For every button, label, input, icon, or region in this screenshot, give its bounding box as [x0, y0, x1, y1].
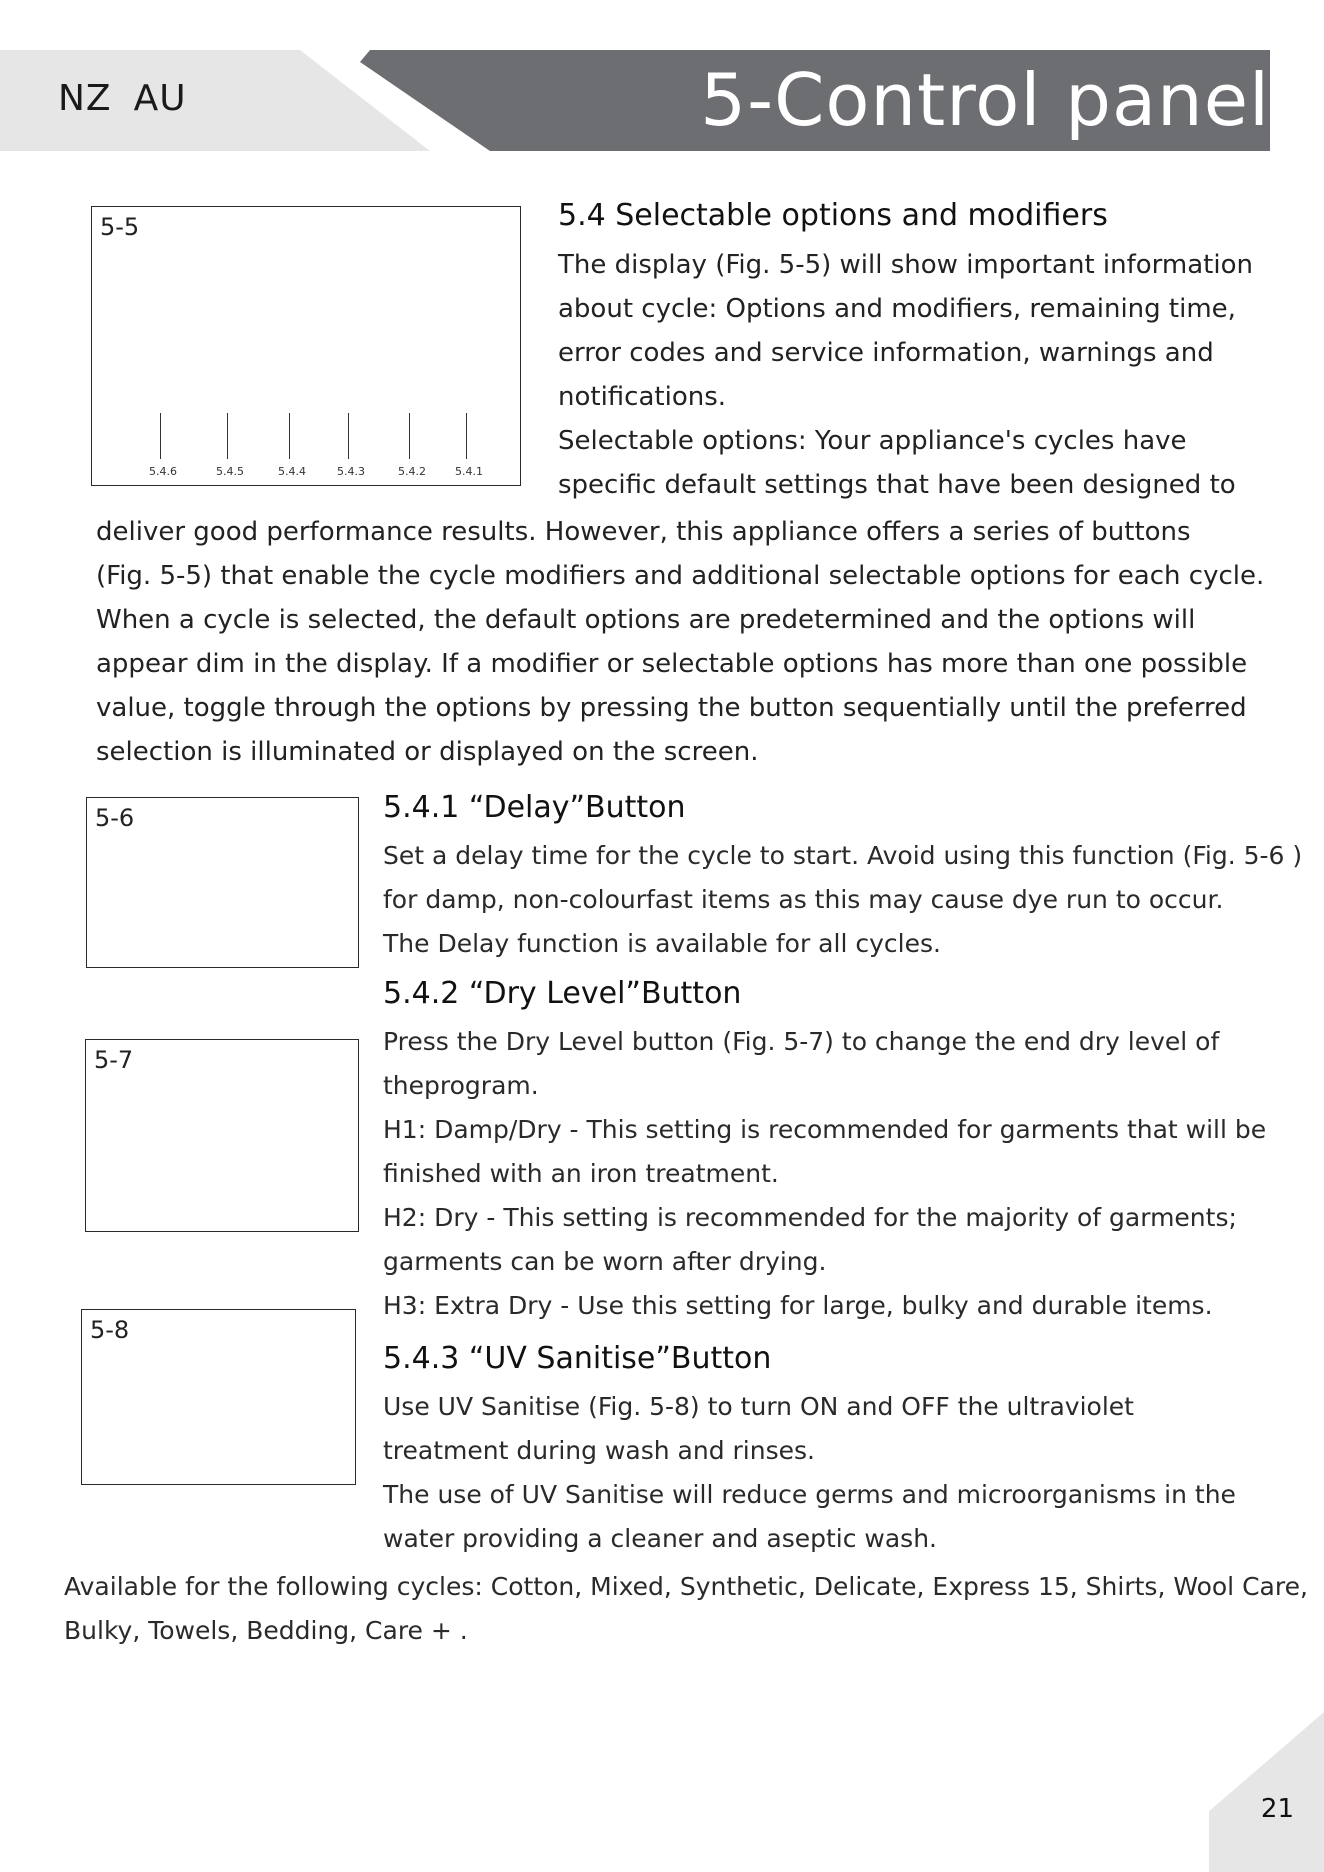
callout-label-5-4-1: 5.4.1 [455, 465, 483, 478]
text-line: Press the Dry Level button (Fig. 5-7) to change the end dry level of [383, 1027, 1220, 1056]
text-line: When a cycle is selected, the default options are predetermined and the options will [96, 605, 1196, 635]
page-number: 21 [1260, 1794, 1294, 1824]
figure-5-6 [86, 797, 359, 968]
text-line: notifications. [558, 382, 727, 412]
text-line: Available for the following cycles: Cotton, Mixed, Synthetic, Delicate, Express 15, Shirts, Wool Care, [64, 1572, 1308, 1601]
text-line: (Fig. 5-5) that enable the cycle modifiers and additional selectable options for each cycle. [96, 561, 1265, 591]
text-line: water providing a cleaner and aseptic wash. [383, 1524, 937, 1553]
region-nz: NZ [58, 78, 112, 119]
section-5-4-1-heading: 5.4.1 “Delay”Button [383, 790, 686, 825]
callout-line-5-4-3 [348, 413, 349, 459]
callout-line-5-4-2 [409, 413, 410, 459]
region-au: AU [133, 78, 187, 119]
text-line: Use UV Sanitise (Fig. 5-8) to turn ON and OFF the ultraviolet [383, 1392, 1134, 1421]
section-5-4-heading: 5.4 Selectable options and modifiers [558, 198, 1108, 233]
callout-line-5-4-4 [289, 413, 290, 459]
callout-line-5-4-5 [227, 413, 228, 459]
text-line: for damp, non-colourfast items as this may cause dye run to occur. [383, 885, 1224, 914]
figure-5-5 [91, 206, 521, 486]
text-line: H2: Dry - This setting is recommended for the majority of garments; [383, 1203, 1237, 1232]
text-line: H3: Extra Dry - Use this setting for large, bulky and durable items. [383, 1291, 1213, 1320]
text-line: value, toggle through the options by pressing the button sequentially until the preferred [96, 693, 1247, 723]
section-5-4-3-body [383, 1385, 1236, 1561]
callout-label-5-4-3: 5.4.3 [337, 465, 365, 478]
callout-label-5-4-6: 5.4.6 [149, 465, 177, 478]
region-label [58, 78, 209, 119]
section-5-4-3-heading: 5.4.3 “UV Sanitise”Button [383, 1341, 772, 1376]
text-line: finished with an iron treatment. [383, 1159, 779, 1188]
section-5-4-2-body [383, 1020, 1266, 1328]
section-5-4-1-body [383, 834, 1302, 966]
section-5-4-2-heading: 5.4.2 “Dry Level”Button [383, 976, 742, 1011]
figure-label: 5-7 [94, 1046, 134, 1074]
text-line: The display (Fig. 5-5) will show important information [558, 250, 1253, 280]
callout-label-5-4-2: 5.4.2 [398, 465, 426, 478]
available-cycles-note [64, 1565, 1308, 1653]
text-line: Bulky, Towels, Bedding, Care + . [64, 1616, 468, 1645]
text-line: deliver good performance results. However, this appliance offers a series of buttons [96, 517, 1191, 547]
text-line: appear dim in the display. If a modifier or selectable options has more than one possible [96, 649, 1248, 679]
text-line: H1: Damp/Dry - This setting is recommended for garments that will be [383, 1115, 1267, 1144]
figure-label: 5-5 [100, 213, 140, 241]
figure-label: 5-6 [95, 804, 135, 832]
text-line: Set a delay time for the cycle to start. Avoid using this function (Fig. 5-6 ) [383, 841, 1303, 870]
text-line: selection is illuminated or displayed on the screen. [96, 737, 759, 767]
text-line: error codes and service information, warnings and [558, 338, 1214, 368]
figure-label: 5-8 [90, 1316, 130, 1344]
callout-label-5-4-5: 5.4.5 [216, 465, 244, 478]
text-line: The Delay function is available for all cycles. [383, 929, 941, 958]
section-5-4-intro [558, 243, 1253, 507]
text-line: The use of UV Sanitise will reduce germs and microorganisms in the [383, 1480, 1236, 1509]
figure-5-7 [85, 1039, 359, 1232]
text-line: specific default settings that have been designed to [558, 470, 1236, 500]
text-line: treatment during wash and rinses. [383, 1436, 815, 1465]
text-line: theprogram. [383, 1071, 539, 1100]
text-line: Selectable options: Your appliance's cycles have [558, 426, 1187, 456]
page-title: 5-Control panel [700, 58, 1270, 142]
text-line: about cycle: Options and modifiers, remaining time, [558, 294, 1236, 324]
callout-line-5-4-1 [466, 413, 467, 459]
page-corner-decoration [1209, 1712, 1324, 1872]
section-5-4-body [96, 510, 1264, 774]
callout-line-5-4-6 [160, 413, 161, 459]
callout-label-5-4-4: 5.4.4 [278, 465, 306, 478]
text-line: garments can be worn after drying. [383, 1247, 827, 1276]
figure-5-8 [81, 1309, 356, 1485]
